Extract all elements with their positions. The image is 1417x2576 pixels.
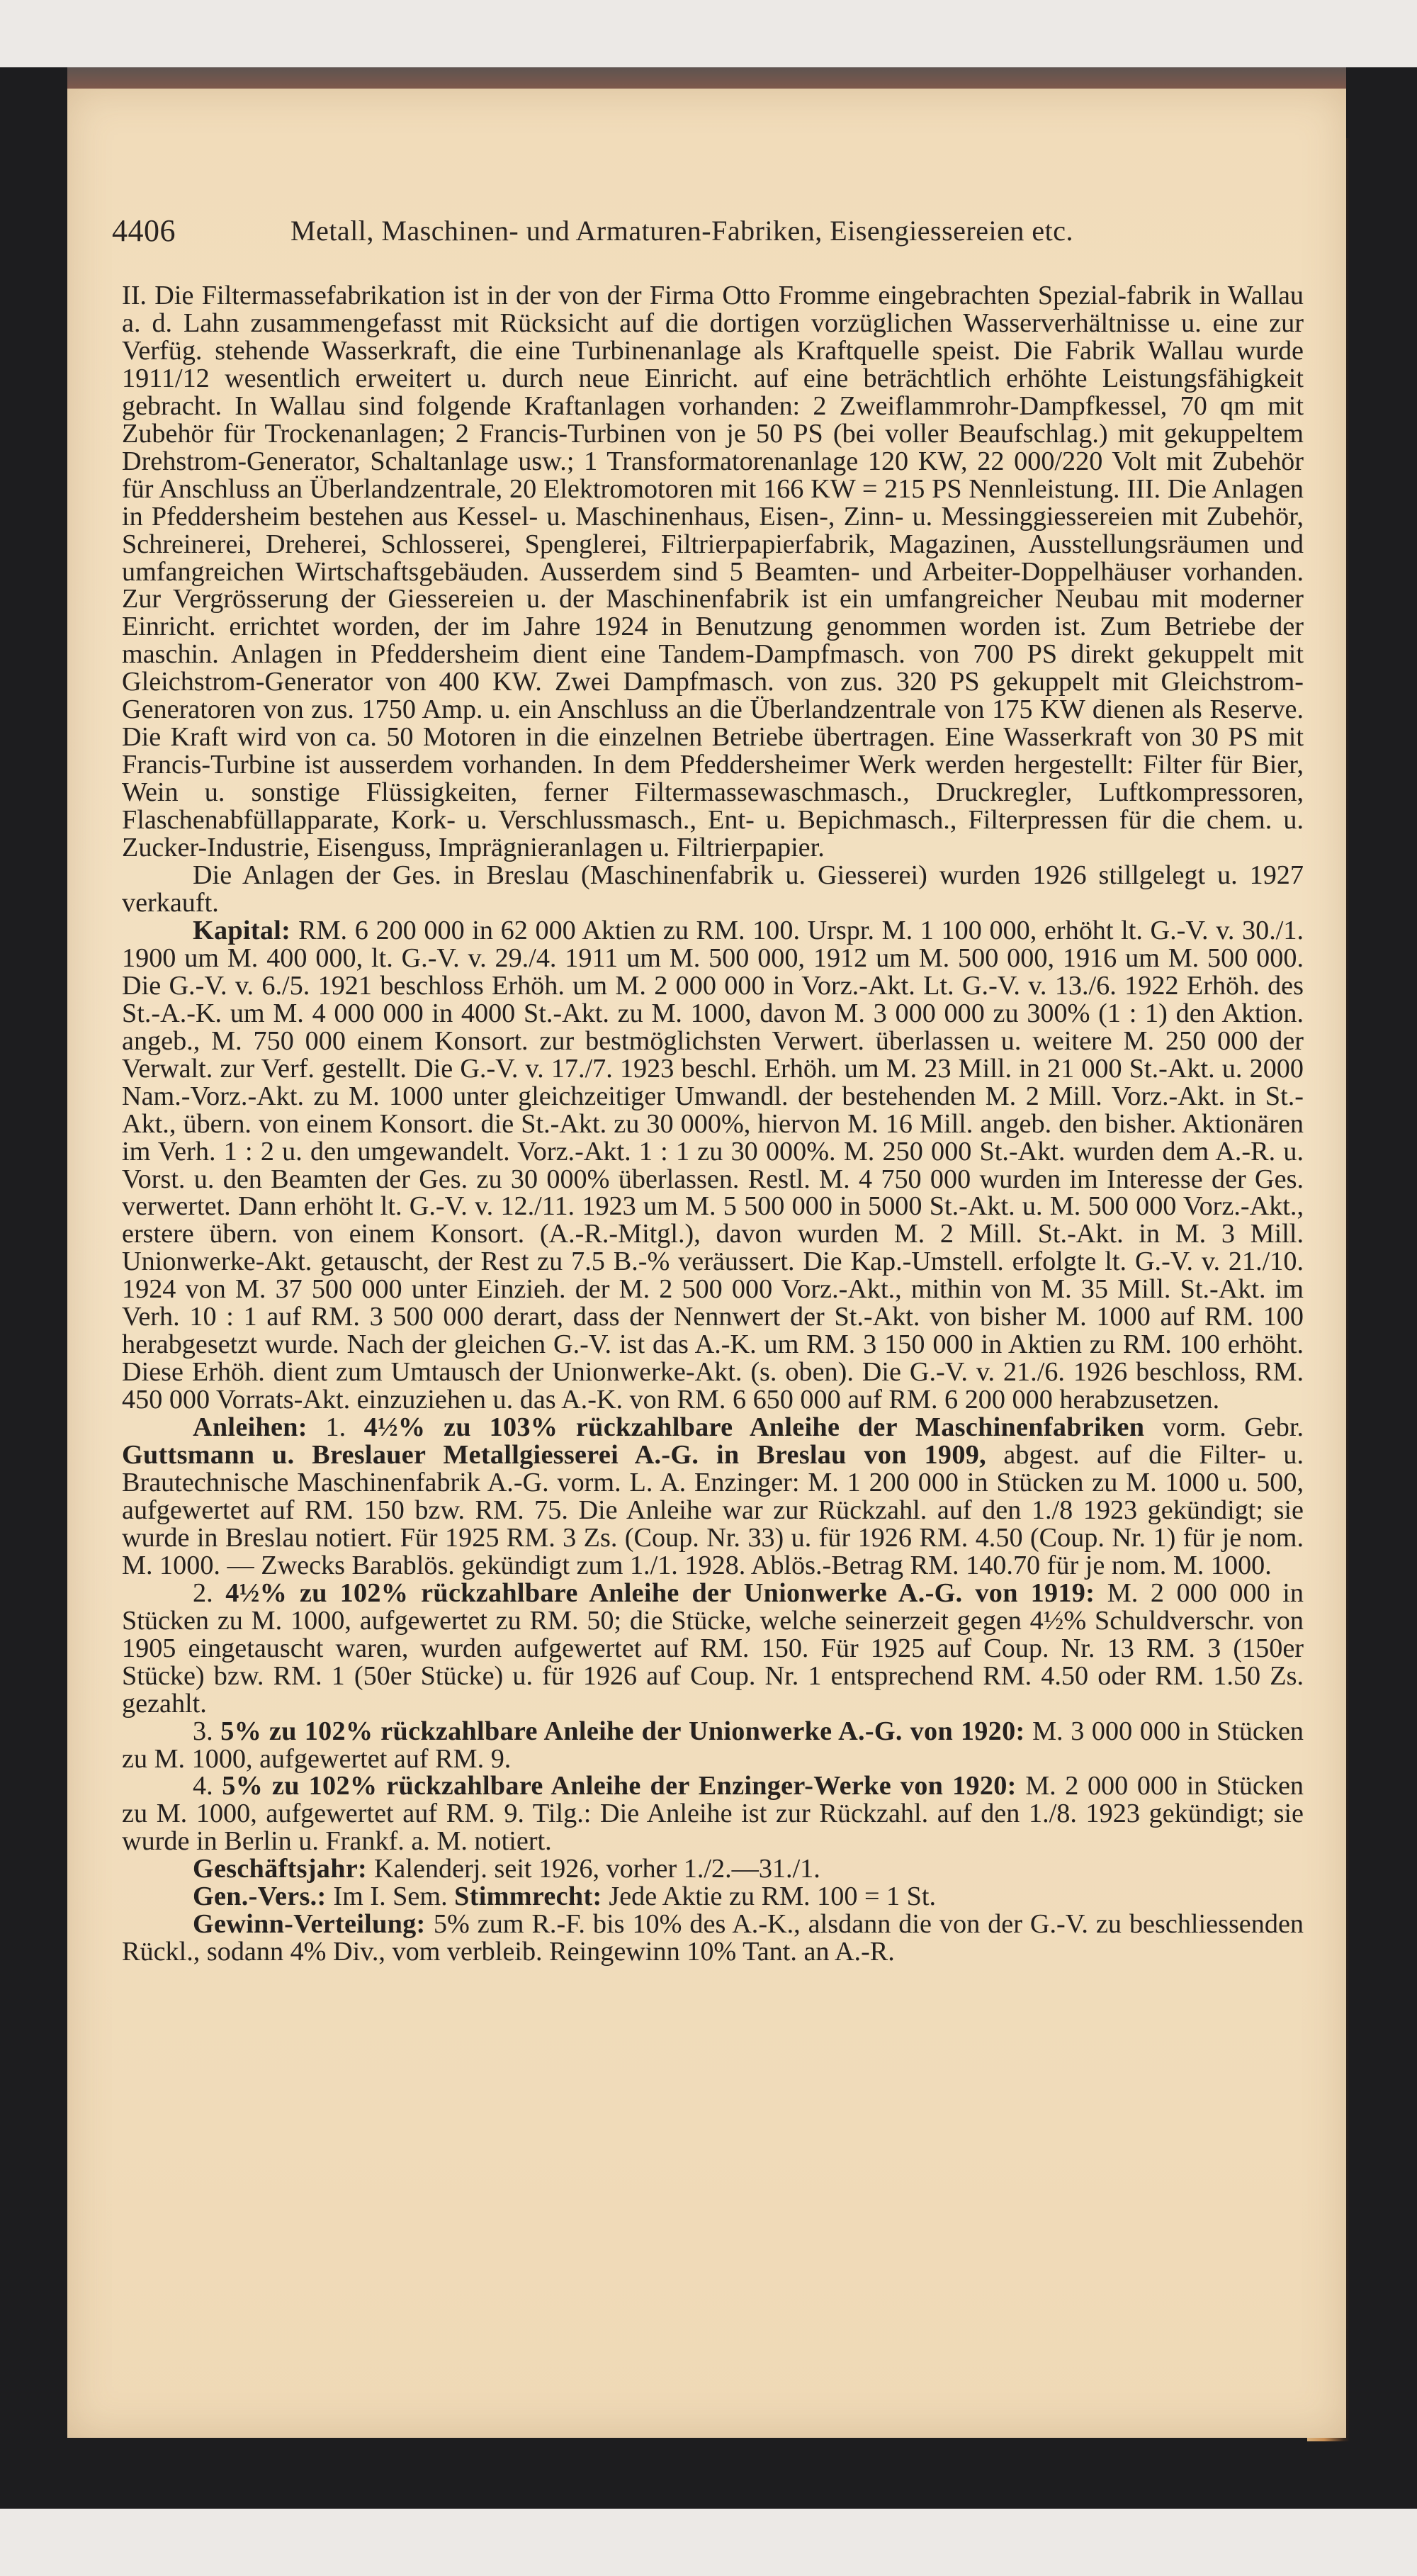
paragraph-p4 xyxy=(122,1414,1304,1580)
text-run: Kalenderj. seit 1926, vorher 1./2.—31./1. xyxy=(373,1854,820,1884)
paragraph-p10 xyxy=(122,1911,1304,1966)
text-run: vorm. Gebr. xyxy=(1144,1412,1304,1443)
paragraph-p6 xyxy=(122,1718,1304,1773)
bold-heading: 5% zu 102% rückzahlbare Anleihe der Enzinger-Werke von 1920: xyxy=(222,1771,1017,1801)
text-run: abgest. auf die Filter- u. Brautechnische Maschinenfabrik A.-G. vorm. L. A. Enzinger: M. 1 200 000 in Stücken zu M. 1000 u. 500, aufgewertet auf RM. 150 bzw. RM. 75. Die Anleihe war zur Rückzahl. auf den 1./8 1923 gekündigt; sie wurde in Breslau notiert. Für 1925 RM. 3 Zs. (Coup. Nr. 33) u. für 1926 RM. 4.50 (Coup. Nr. 1) für je nom. M. 1000. — Zwecks Barablös. gekündigt zum 1./1. 1928. Ablös.-Betrag RM. 140.70 für je nom. M. 1000. xyxy=(122,1440,1304,1580)
text-run: II. Die Filtermassefabrikation ist in der von der Firma Otto Fromme eingebrachten Spezial-fabrik in Wallau a. d. Lahn zusammengefasst mit Rücksicht auf die dortigen vorzüglichen Wasserverhältnisse u. eine zur Verfüg. stehende Wasserkraft, die eine Turbinenanlage als Kraftquelle speist. Die Fabrik Wallau wurde 1911/12 wesentlich erweitert u. durch neue Einricht. auf eine beträchtlich erhöhte Leistungsfähigkeit gebracht. In Wallau sind folgende Kraftanlagen vorhanden: 2 Zweiflammrohr-Dampfkessel, 70 qm mit Zubehör für Trockenanlagen; 2 Francis-Turbinen von je 50 PS (bei voller Beaufschlag.) mit gekuppeltem Drehstrom-Generator, Schaltanlage usw.; 1 Transformatorenanlage 120 KW, 22 000/220 Volt mit Zubehör für Anschluss an Überlandzentrale, 20 Elektromotoren mit 166 KW = 215 PS Nennleistung. III. Die Anlagen in Pfeddersheim bestehen aus Kessel- u. Maschinenhaus, Eisen-, Zinn- u. Messinggiessereien mit Zubehör, Schreinerei, Dreherei, Schlosserei, Spenglerei, Filtrierpapierfabrik, Magazinen, Ausstellungsräumen und umfangreichen Wirtschaftsgebäuden. Ausserdem sind 5 Beamten- und Arbeiter-Doppelhäuser vorhanden. Zur Vergrösserung der Giessereien u. der Maschinenfabrik ist ein umfangreicher Neubau mit moderner Einricht. errichtet worden, der im Jahre 1924 in Benutzung genommen worden ist. Zum Betriebe der maschin. Anlagen in Pfeddersheim dient eine Tandem-Dampfmasch. von 700 PS direkt gekuppelt mit Gleichstrom-Generator von 400 KW. Zwei Dampfmasch. von zus. 320 PS gekuppelt mit Gleichstrom-Generatoren von zus. 1750 Amp. u. ein Anschluss an die Überlandzentrale von 175 KW dienen als Reserve. Die Kraft wird von ca. 50 Motoren in die einzelnen Betriebe übertragen. Eine Wasserkraft von 30 PS mit Francis-Turbine ist ausserdem vorhanden. In dem Pfeddersheimer Werk werden hergestellt: Filter für Bier, Wein u. sonstige Flüssigkeiten, ferner Filtermassewaschmasch., Druckregler, Luftkompressoren, Flaschenabfüllapparate, Kork- u. Verschlussmasch., Ent- u. Bepichmasch., Filterpressen für die chem. u. Zucker-Industrie, Eisenguss, Imprägnieranlagen u. Filtrierpapier. xyxy=(122,281,1304,863)
text-run: 2. xyxy=(193,1577,226,1608)
paragraph-p2 xyxy=(122,862,1304,917)
text-run: Die Anlagen der Ges. in Breslau (Maschinenfabrik u. Giesserei) wurden 1926 stillgelegt u. 1927 verkauft. xyxy=(122,860,1304,918)
text-run: 3. xyxy=(193,1716,221,1746)
page-number: 4406 xyxy=(112,213,176,248)
paragraph-p1 xyxy=(122,282,1304,862)
bold-heading: Guttsmann u. Breslauer Metallgiesserei A.-G. in Breslau von 1909, xyxy=(122,1440,986,1470)
text-run: 1. xyxy=(325,1412,364,1443)
body-text xyxy=(122,282,1304,1966)
paragraph-p9 xyxy=(122,1883,1304,1911)
text-run: RM. 6 200 000 in 62 000 Aktien zu RM. 100. Urspr. M. 1 100 000, erhöht lt. G.-V. v. 30./1. 1900 um M. 400 000, lt. G.-V. v. 29./4. 1911 um M. 500 000, 1912 um M. 500 000, 1916 um M. 500 000. Die G.-V. v. 6./5. 1921 beschloss Erhöh. um M. 2 000 000 in Vorz.-Akt. Lt. G.-V. v. 13./6. 1922 Erhöh. des St.-A.-K. um M. 4 000 000 in 4000 St.-Akt. zu M. 1000, davon M. 3 000 000 zu 300% (1 : 1) den Aktion. angeb., M. 750 000 einem Konsort. zur bestmöglichsten Verwert. überlassen u. weitere M. 250 000 der Verwalt. zur Verf. gestellt. Die G.-V. v. 17./7. 1923 beschl. Erhöh. um M. 23 Mill. in 21 000 St.-Akt. u. 2000 Nam.-Vorz.-Akt. zu M. 1000 unter gleichzeitiger Umwandl. der bestehenden M. 2 Mill. Vorz.-Akt. in St.-Akt., übern. von einem Konsort. die St.-Akt. zu 30 000%, hiervon M. 16 Mill. angeb. den bisher. Aktionären im Verh. 1 : 2 u. den umgewandelt. Vorz.-Akt. 1 : 1 zu 30 000%. M. 250 000 St.-Akt. wurden dem A.-R. u. Vorst. u. den Beamten der Ges. zu 30 000% überlassen. Restl. M. 4 750 000 wurden im Interesse der Ges. verwertet. Dann erhöht lt. G.-V. v. 12./11. 1923 um M. 5 500 000 in 5000 St.-Akt. u. M. 500 000 Vorz.-Akt., erstere übern. von einem Konsort. (A.-R.-Mitgl.), davon wurden M. 2 Mill. St.-Akt. in M. 3 Mill. Unionwerke-Akt. getauscht, der Rest zu 7.5 B.-% veräussert. Die Kap.-Umstell. erfolgte lt. G.-V. v. 21./10. 1924 von M. 37 500 000 unter Einzieh. der M. 2 500 000 Vorz.-Akt., mithin von M. 35 Mill. St.-Akt. im Verh. 10 : 1 auf RM. 3 500 000 derart, dass der Nennwert der St.-Akt. von bisher M. 1000 auf RM. 100 herabgesetzt wurde. Nach der gleichen G.-V. ist das A.-K. um RM. 3 150 000 in Aktien zu RM. 100 erhöht. Diese Erhöh. dient zum Umtausch der Unionwerke-Akt. (s. oben). Die G.-V. v. 21./6. 1926 beschloss, RM. 450 000 Vorrats-Akt. einzuziehen u. das A.-K. von RM. 6 650 000 auf RM. 6 200 000 herabzusetzen. xyxy=(122,915,1304,1415)
paragraph-p3 xyxy=(122,917,1304,1414)
bold-heading: Geschäftsjahr: xyxy=(193,1854,374,1884)
bold-heading: Kapital: xyxy=(193,915,299,945)
bold-heading: Gewinn-Verteilung: xyxy=(193,1909,434,1940)
paragraph-p8 xyxy=(122,1855,1304,1883)
text-run: M. 3 000 000 in Stücken zu M. 1000, aufgewertet auf RM. 9. xyxy=(122,1716,1304,1774)
text-run: M. 2 000 000 in Stücken zu M. 1000, aufgewertet auf RM. 9. Tilg.: Die Anleihe ist zur Rückzahl. auf den 1./8. 1923 gekündigt; sie wurde in Berlin u. Frankf. a. M. notiert. xyxy=(122,1771,1304,1857)
text-run: 4. xyxy=(193,1771,222,1801)
text-run: Im I. Sem. xyxy=(333,1882,455,1912)
bold-heading: Anleihen: xyxy=(193,1412,326,1443)
bold-heading: Stimmrecht: xyxy=(454,1882,609,1912)
bold-heading: 5% zu 102% rückzahlbare Anleihe der Unionwerke A.-G. von 1920: xyxy=(220,1716,1025,1746)
running-head: Metall, Maschinen- und Armaturen-Fabriken, Eisengiessereien etc. xyxy=(290,215,1073,247)
bold-heading: 4½% zu 102% rückzahlbare Anleihe der Unionwerke A.-G. von 1919: xyxy=(225,1577,1095,1608)
bold-heading: 4½% zu 103% rückzahlbare Anleihe der Maschinenfabriken xyxy=(363,1412,1145,1443)
paragraph-p7 xyxy=(122,1772,1304,1855)
text-run: 5% zum R.-F. bis 10% des A.-K., alsdann die von der G.-V. zu beschliessenden Rückl., sodann 4% Div., vom verbleib. Reingewinn 10% Tant. an A.-R. xyxy=(122,1909,1304,1967)
bold-heading: Gen.-Vers.: xyxy=(193,1882,334,1912)
text-run: Jede Aktie zu RM. 100 = 1 St. xyxy=(609,1882,937,1912)
text-run: M. 2 000 000 in Stücken zu M. 1000, aufgewertet zu RM. 50; die Stücke, welche seinerzeit gegen 4½% Schuldverschr. von 1905 eingetauscht waren, wurden aufgewertet auf RM. 150. Für 1925 auf Coup. Nr. 13 RM. 3 (150er Stücke) bzw. RM. 1 (50er Stücke) u. für 1926 auf Coup. Nr. 1 entsprechend RM. 4.50 oder RM. 1.50 Zs. gezahlt. xyxy=(122,1577,1304,1719)
page-header xyxy=(106,206,1304,248)
paragraph-p5 xyxy=(122,1577,1304,1719)
